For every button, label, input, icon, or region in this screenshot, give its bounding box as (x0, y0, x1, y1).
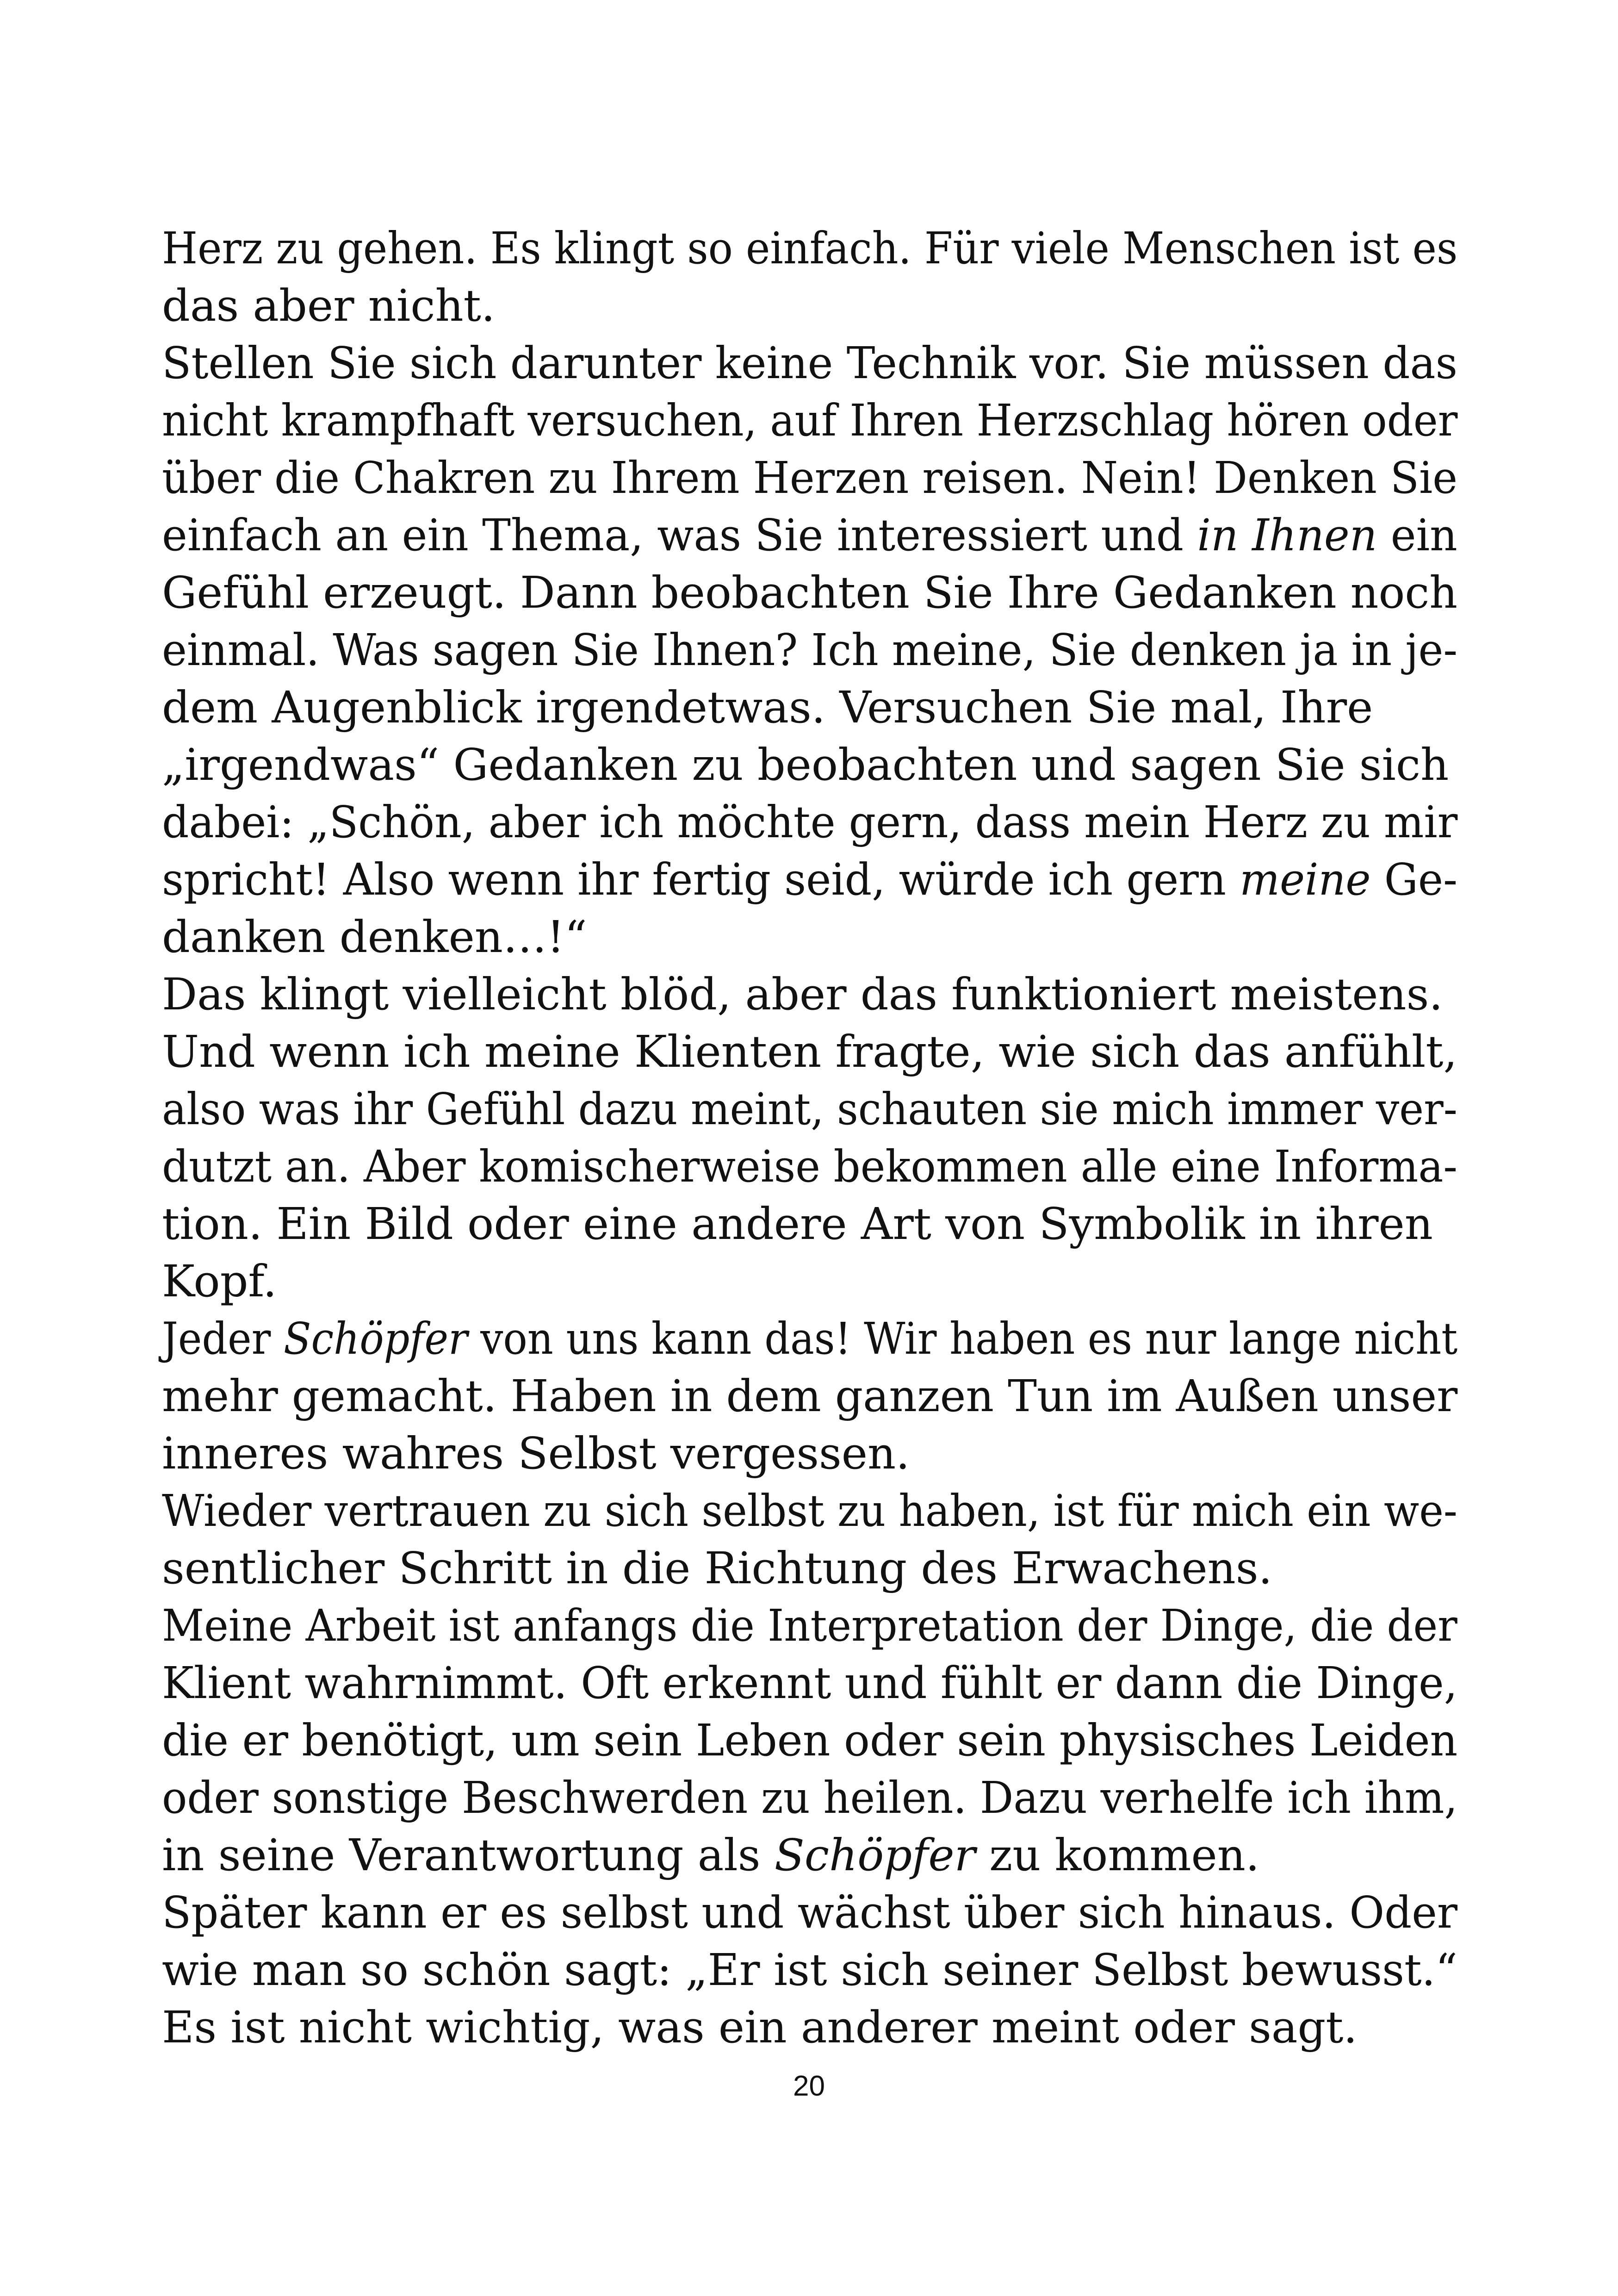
text-segment: Klient wahrnimmt. Oft erkennt und fühlt er dann die Dinge, (162, 1658, 1458, 1709)
text-line (162, 1655, 1458, 1712)
text-line (162, 622, 1458, 679)
text-line (162, 1999, 1457, 2056)
text-line (162, 1081, 1457, 1138)
text-line (162, 449, 1458, 507)
text-segment: danken denken…!“ (162, 912, 587, 963)
text-segment: nicht krampfhaft versuchen, auf Ihren Herzschlag hören oder (162, 395, 1458, 446)
text-segment: Meine Arbeit ist anfangs die Interpretation der Dinge, die der (162, 1600, 1457, 1651)
text-segment: oder sonstige Beschwerden zu heilen. Dazu verhelfe ich ihm, (162, 1773, 1458, 1823)
text-line (162, 908, 1457, 966)
text-segment: Stellen Sie sich darunter keine Technik vor. Sie müssen das (162, 338, 1458, 389)
text-segment: Kopf. (162, 1256, 277, 1307)
text-line (162, 1769, 1458, 1827)
text-segment: Wieder vertrauen zu sich selbst zu haben, ist für mich ein we- (162, 1486, 1458, 1537)
text-line (162, 1597, 1457, 1655)
text-segment: Jeder (162, 1313, 284, 1364)
emphasized-text: meine (1240, 854, 1371, 905)
text-line (162, 1712, 1458, 1769)
page-number: 20 (793, 2070, 825, 2102)
text-segment: einfach an ein Thema, was Sie interessiert und (162, 510, 1197, 561)
text-segment: zu kommen. (975, 1830, 1260, 1881)
body-text (162, 220, 1457, 2056)
text-segment: spricht! Also wenn ihr fertig seid, würde ich gern (162, 854, 1240, 905)
text-line (162, 1540, 1457, 1597)
text-line (162, 794, 1458, 851)
text-line (162, 966, 1457, 1023)
text-line (162, 507, 1457, 564)
text-line (162, 851, 1458, 908)
text-line (162, 220, 1458, 277)
text-line (162, 1827, 1457, 1884)
text-segment: die er benötigt, um sein Leben oder sein physisches Leiden (162, 1715, 1458, 1766)
text-segment: über die Chakren zu Ihrem Herzen reisen. Nein! Denken Sie (162, 453, 1458, 504)
text-segment: mehr gemacht. Haben in dem ganzen Tun im Außen unser (162, 1371, 1458, 1422)
emphasized-text: Schöpfer (283, 1313, 468, 1364)
text-line (162, 1482, 1458, 1540)
text-line (162, 679, 1457, 736)
text-line (162, 1195, 1457, 1253)
text-line (162, 1425, 1457, 1482)
text-segment: Gefühl erzeugt. Dann beobachten Sie Ihre Gedanken noch (162, 567, 1458, 618)
text-segment: dem Augenblick irgendetwas. Versuchen Sie mal, Ihre (162, 682, 1373, 733)
text-line (162, 335, 1458, 392)
text-line (162, 1310, 1458, 1368)
text-segment: ein (1377, 510, 1457, 561)
text-segment: das aber nicht. (162, 280, 496, 331)
text-line (162, 392, 1458, 449)
text-segment: inneres wahres Selbst vergessen. (162, 1428, 910, 1479)
text-segment: „irgendwas“ Gedanken zu beobachten und sagen Sie sich (162, 740, 1449, 790)
text-segment: tion. Ein Bild oder eine andere Art von Symbolik in ihren (162, 1199, 1433, 1250)
text-segment: dutzt an. Aber komischerweise bekommen alle eine Informa- (162, 1141, 1458, 1192)
text-segment: sentlicher Schritt in die Richtung des Erwachens. (162, 1543, 1272, 1594)
text-line (162, 1253, 1457, 1310)
text-segment: wie man so schön sagt: „Er ist sich seiner Selbst bewusst.“ (162, 1945, 1458, 1996)
text-segment: also was ihr Gefühl dazu meint, schauten sie mich immer ver- (162, 1084, 1457, 1135)
text-line (162, 736, 1457, 794)
text-line (162, 1023, 1457, 1081)
text-segment: dabei: „Schön, aber ich möchte gern, dass mein Herz zu mir (162, 797, 1458, 848)
text-segment: Es ist nicht wichtig, was ein anderer meint oder sagt. (162, 2002, 1358, 2053)
text-segment: einmal. Was sagen Sie Ihnen? Ich meine, Sie denken ja in je- (162, 625, 1458, 676)
text-segment: Ge- (1370, 854, 1458, 905)
emphasized-text: Schöpfer (774, 1830, 975, 1881)
text-line (162, 564, 1458, 622)
text-line (162, 1138, 1458, 1195)
text-segment: Und wenn ich meine Klienten fragte, wie sich das anfühlt, (162, 1027, 1457, 1077)
text-line (162, 277, 1457, 335)
emphasized-text: in Ihnen (1197, 510, 1377, 561)
text-segment: von uns kann das! Wir haben es nur lange nicht (467, 1313, 1458, 1364)
text-line (162, 1884, 1458, 1941)
text-line (162, 1941, 1458, 1999)
text-line (162, 1368, 1458, 1425)
text-segment: Später kann er es selbst und wächst über sich hinaus. Oder (162, 1887, 1458, 1938)
text-segment: Das klingt vielleicht blöd, aber das funktioniert meistens. (162, 969, 1443, 1020)
text-segment: in seine Verantwortung als (162, 1830, 775, 1881)
text-segment: Herz zu gehen. Es klingt so einfach. Für viele Menschen ist es (162, 223, 1458, 274)
